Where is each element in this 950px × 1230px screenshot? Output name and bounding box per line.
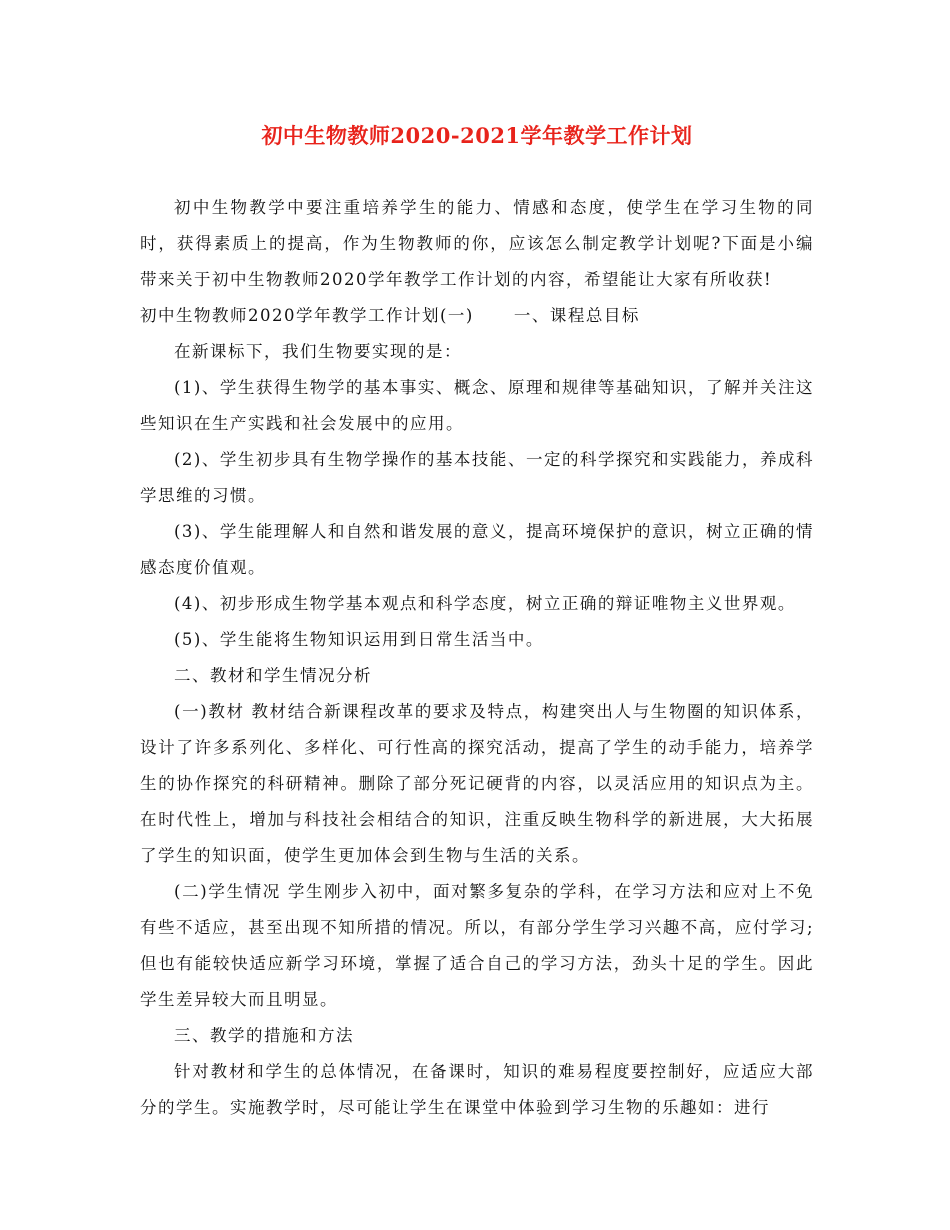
plan-title-line: [140, 298, 814, 334]
textbook-paragraph: (一)教材 教材结合新课程改革的要求及特点，构建突出人与生物圈的知识体系，设计了许多系列化、多样化、可行性高的探究活动，提高了学生的动手能力，培养学生的协作探究的科研精神。删除了部分死记硬背的内容，以灵活应用的知识点为主。在时代性上，增加与科技社会相结合的知识，注重反映生物科学的新进展，大大拓展了学生的知识面，使学生更加体会到生物与生活的关系。: [140, 702, 814, 865]
section1-heading: 一、课程总目标: [513, 306, 640, 325]
document-title: 初中生物教师2020-2021学年教学工作计划: [261, 123, 693, 148]
section1-lead: 在新课标下，我们生物要实现的是：: [174, 342, 462, 361]
section3-paragraph: 针对教材和学生的总体情况，在备课时，知识的难易程度要控制好，应适应大部分的学生。实施教学时，尽可能让学生在课堂中体验到学习生物的乐趣如：进行: [140, 1062, 814, 1117]
goal-item-5: (5)、学生能将生物知识运用到日常生活当中。: [174, 630, 544, 649]
goal-item-3: (3)、学生能理解人和自然和谐发展的意义，提高环境保护的意识，树立正确的情感态度价值观。: [140, 522, 814, 577]
plan-title: 初中生物教师2020学年教学工作计划(一): [140, 306, 474, 325]
goal-item-4: (4)、初步形成生物学基本观点和科学态度，树立正确的辩证唯物主义世界观。: [174, 594, 796, 613]
document-body: [140, 190, 814, 1126]
students-paragraph: (二)学生情况 学生刚步入初中，面对繁多复杂的学科，在学习方法和应对上不免有些不适应，甚至出现不知所措的情况。所以，有部分学生学习兴趣不高，应付学习;但也有能较快适应新学习环境，掌握了适合自己的学习方法，劲头十足的学生。因此学生差异较大而且明显。: [140, 882, 814, 1009]
goal-item-1: (1)、学生获得生物学的基本事实、概念、原理和规律等基础知识，了解并关注这些知识在生产实践和社会发展中的应用。: [140, 378, 814, 433]
intro-paragraph: 初中生物教学中要注重培养学生的能力、情感和态度，使学生在学习生物的同时，获得素质上的提高，作为生物教师的你，应该怎么制定教学计划呢?下面是小编带来关于初中生物教师2020学年教学工作计划的内容，希望能让大家有所收获!: [140, 198, 814, 289]
goal-item-2: (2)、学生初步具有生物学操作的基本技能、一定的科学探究和实践能力，养成科学思维的习惯。: [140, 450, 814, 505]
section3-heading: 三、教学的措施和方法: [174, 1026, 354, 1045]
section2-heading: 二、教材和学生情况分析: [174, 666, 372, 685]
